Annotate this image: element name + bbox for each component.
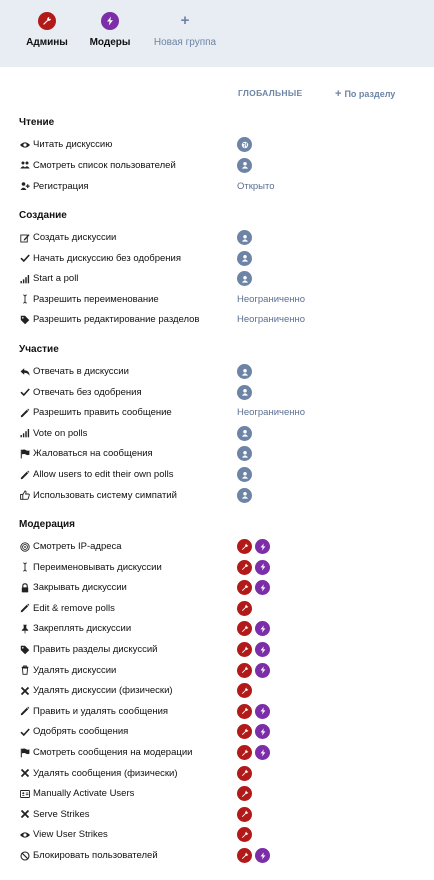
permission-row	[19, 157, 419, 177]
bolt-icon	[259, 563, 267, 571]
group-badge-members[interactable]	[237, 385, 252, 400]
permission-value-dropdown[interactable]: Неограниченно	[237, 293, 306, 305]
eye-icon	[19, 139, 30, 150]
permission-row	[19, 250, 419, 270]
user-icon	[241, 368, 249, 376]
permission-label: Одобрять сообщения	[33, 726, 129, 738]
pencil-icon	[19, 407, 30, 418]
permission-value-dropdown[interactable]: Неограниченно	[237, 407, 306, 419]
permission-label: Создать дискуссии	[33, 232, 117, 243]
permission-label: Смотреть сообщения на модерации	[33, 747, 193, 758]
permission-label: Отвечать в дискуссии	[33, 366, 129, 377]
permission-row	[19, 384, 419, 404]
plus-icon: +	[335, 88, 342, 100]
group-label: Модеры	[89, 37, 131, 48]
permission-row	[19, 682, 419, 702]
permission-row	[19, 445, 419, 465]
permission-label: Удалять дискуссии	[33, 664, 117, 676]
times-icon	[19, 768, 30, 779]
permission-row	[19, 579, 419, 599]
permission-row	[19, 723, 419, 743]
permission-label: Удалять сообщения (физически)	[33, 767, 178, 779]
permission-label: Manually Activate Users	[33, 788, 135, 800]
group-badge-guests[interactable]	[237, 137, 252, 152]
permission-row	[19, 662, 419, 682]
wrench-icon	[241, 769, 249, 777]
group-bar	[0, 0, 434, 67]
permission-label: Использовать систему симпатий	[33, 489, 177, 501]
group-badge-admins[interactable]	[237, 683, 252, 698]
permission-row	[19, 806, 419, 826]
thumbs-up-icon	[19, 490, 30, 501]
permission-label: Edit & remove polls	[33, 602, 115, 614]
group-badge-admins[interactable]	[237, 663, 252, 678]
group-badge-admins[interactable]	[237, 580, 252, 595]
tag-icon	[19, 314, 30, 325]
wrench-icon	[241, 707, 249, 715]
permission-row	[19, 270, 419, 290]
permission-row	[19, 641, 419, 661]
group-badge-moderators[interactable]	[255, 848, 270, 863]
permission-row	[19, 466, 419, 486]
permission-row	[19, 703, 419, 723]
permission-label: Блокировать пользователей	[33, 850, 158, 861]
wrench-icon	[241, 584, 249, 592]
section-heading-moderation: Модерация	[19, 519, 76, 530]
user-icon	[241, 450, 249, 458]
group-badge-moderators[interactable]	[255, 663, 270, 678]
flag-icon	[19, 747, 30, 758]
group-moderators[interactable]	[70, 12, 150, 48]
column-global: ГЛОБАЛЬНЫЕ	[238, 88, 303, 98]
permission-label: Жаловаться на сообщения	[33, 448, 153, 460]
pencil-icon	[19, 469, 30, 480]
group-badge-moderators[interactable]	[255, 642, 270, 657]
permission-label: Разрешить переименование	[33, 293, 159, 305]
permission-row	[19, 826, 419, 846]
group-badge-members[interactable]	[237, 488, 252, 503]
wrench-icon	[241, 852, 249, 860]
permission-label: Vote on polls	[33, 427, 88, 439]
group-badge-moderators[interactable]	[255, 560, 270, 575]
new-group-button[interactable]	[145, 12, 225, 48]
group-label: Админы	[26, 37, 68, 48]
permission-label: Читать дискуссию	[33, 139, 113, 150]
permission-label: Закрывать дискуссии	[33, 582, 127, 594]
wrench-icon	[241, 790, 249, 798]
i-cursor-icon	[19, 562, 30, 573]
permission-row	[19, 600, 419, 620]
group-badge-admins[interactable]	[237, 560, 252, 575]
users-icon	[19, 160, 30, 171]
permission-label: Start a poll	[33, 273, 79, 285]
tag-icon	[19, 644, 30, 655]
permission-row	[19, 136, 419, 156]
group-badge-members[interactable]	[237, 251, 252, 266]
wrench-icon	[241, 810, 249, 818]
permission-row	[19, 178, 419, 198]
group-badge-admins[interactable]	[237, 766, 252, 781]
section-heading-creation: Создание	[19, 210, 67, 221]
ban-icon	[19, 850, 30, 861]
user-icon	[241, 491, 249, 499]
bolt-icon	[259, 749, 267, 757]
group-badge-members[interactable]	[237, 271, 252, 286]
user-icon	[241, 161, 249, 169]
permission-row	[19, 559, 419, 579]
group-badge-members[interactable]	[237, 446, 252, 461]
permission-row	[19, 785, 419, 805]
group-badge-admins[interactable]	[237, 745, 252, 760]
check-icon	[19, 387, 30, 398]
eye-icon	[19, 829, 30, 840]
section-heading-reading: Чтение	[19, 117, 55, 128]
everyone-icon	[241, 141, 249, 149]
flag-icon	[19, 448, 30, 459]
permission-value-dropdown[interactable]: Неограниченно	[237, 314, 306, 326]
user-icon	[241, 234, 249, 242]
bolt-icon	[259, 707, 267, 715]
permission-label: Разрешить править сообщение	[33, 407, 172, 419]
group-badge-admins[interactable]	[237, 848, 252, 863]
permission-row	[19, 229, 419, 249]
group-label: Новая группа	[153, 37, 217, 48]
permission-row	[19, 765, 419, 785]
lock-icon	[19, 582, 30, 593]
bolt-icon	[259, 543, 267, 551]
poll-icon	[19, 428, 30, 439]
wrench-icon	[241, 625, 249, 633]
wrench-icon	[241, 646, 249, 654]
permission-row	[19, 620, 419, 640]
permission-row	[19, 363, 419, 383]
group-badge-admins[interactable]	[237, 642, 252, 657]
permission-label: Регистрация	[33, 180, 89, 192]
reply-icon	[19, 366, 30, 377]
group-badge-admins[interactable]	[237, 827, 252, 842]
check-icon	[19, 726, 30, 737]
bolt-icon	[259, 625, 267, 633]
bolt-icon	[259, 666, 267, 674]
user-icon	[241, 429, 249, 437]
group-badge-members[interactable]	[237, 364, 252, 379]
group-badge-members[interactable]	[237, 467, 252, 482]
permission-row	[19, 744, 419, 764]
pencil-icon	[19, 706, 30, 717]
permission-label: View User Strikes	[33, 829, 108, 841]
group-badge-moderators[interactable]	[255, 724, 270, 739]
bolt-icon	[101, 12, 119, 30]
times-icon	[19, 685, 30, 696]
group-badge-members[interactable]	[237, 230, 252, 245]
group-badge-admins[interactable]	[237, 621, 252, 636]
poll-icon	[19, 273, 30, 284]
permission-row	[19, 487, 419, 507]
thumbtack-icon	[19, 623, 30, 634]
wrench-icon	[241, 831, 249, 839]
wrench-icon	[241, 749, 249, 757]
wrench-icon	[241, 563, 249, 571]
group-badge-admins[interactable]	[237, 601, 252, 616]
user-icon	[241, 471, 249, 479]
group-badge-admins[interactable]	[237, 539, 252, 554]
user-icon	[241, 388, 249, 396]
bullseye-icon	[19, 541, 30, 552]
check-icon	[19, 253, 30, 264]
user-icon	[241, 254, 249, 262]
permission-label: Serve Strikes	[33, 808, 90, 820]
group-badge-moderators[interactable]	[255, 704, 270, 719]
pencil-icon	[19, 603, 30, 614]
times-icon	[19, 809, 30, 820]
permission-value-dropdown[interactable]: Открыто	[237, 180, 275, 192]
plus-icon: +	[180, 12, 190, 29]
wrench-icon	[241, 666, 249, 674]
wrench-icon	[38, 12, 56, 30]
wrench-icon	[241, 687, 249, 695]
group-badge-moderators[interactable]	[255, 539, 270, 554]
permission-row	[19, 847, 419, 867]
permission-row	[19, 538, 419, 558]
permission-row	[19, 404, 419, 424]
permission-label: Отвечать без одобрения	[33, 386, 142, 398]
permission-label: Начать дискуссию без одобрения	[33, 252, 181, 264]
i-cursor-icon	[19, 294, 30, 305]
permission-row	[19, 291, 419, 311]
permission-label: Allow users to edit their own polls	[33, 469, 174, 480]
permission-label: Править и удалять сообщения	[33, 705, 169, 717]
group-badge-admins[interactable]	[237, 704, 252, 719]
edit-icon	[19, 232, 30, 243]
bolt-icon	[259, 852, 267, 860]
group-badge-admins[interactable]	[237, 724, 252, 739]
column-per-tag-button[interactable]	[335, 88, 395, 100]
group-badge-moderators[interactable]	[255, 621, 270, 636]
bolt-icon	[259, 646, 267, 654]
permission-row	[19, 425, 419, 445]
bolt-icon	[259, 584, 267, 592]
group-badge-members[interactable]	[237, 158, 252, 173]
user-plus-icon	[19, 181, 30, 192]
group-badge-moderators[interactable]	[255, 580, 270, 595]
permission-label: Смотреть список пользователей	[33, 159, 176, 171]
trash-icon	[19, 665, 30, 676]
permission-label: Править разделы дискуссий	[33, 644, 158, 655]
group-badge-members[interactable]	[237, 426, 252, 441]
id-card-icon	[19, 788, 30, 799]
section-heading-participation: Участие	[19, 344, 59, 355]
permission-label: Переименовывать дискуссии	[33, 561, 162, 573]
group-badge-moderators[interactable]	[255, 745, 270, 760]
permission-label: Закреплять дискуссии	[33, 623, 132, 635]
user-icon	[241, 275, 249, 283]
permission-label: Удалять дискуссии (физически)	[33, 685, 173, 697]
bolt-icon	[259, 728, 267, 736]
permission-label: Смотреть IP-адреса	[33, 541, 122, 552]
wrench-icon	[241, 728, 249, 736]
wrench-icon	[241, 543, 249, 551]
permission-row	[19, 311, 419, 331]
permission-label: Разрешить редактирование разделов	[33, 314, 200, 326]
group-badge-admins[interactable]	[237, 807, 252, 822]
column-per-tag-label: По разделу	[344, 89, 396, 99]
group-badge-admins[interactable]	[237, 786, 252, 801]
wrench-icon	[241, 604, 249, 612]
